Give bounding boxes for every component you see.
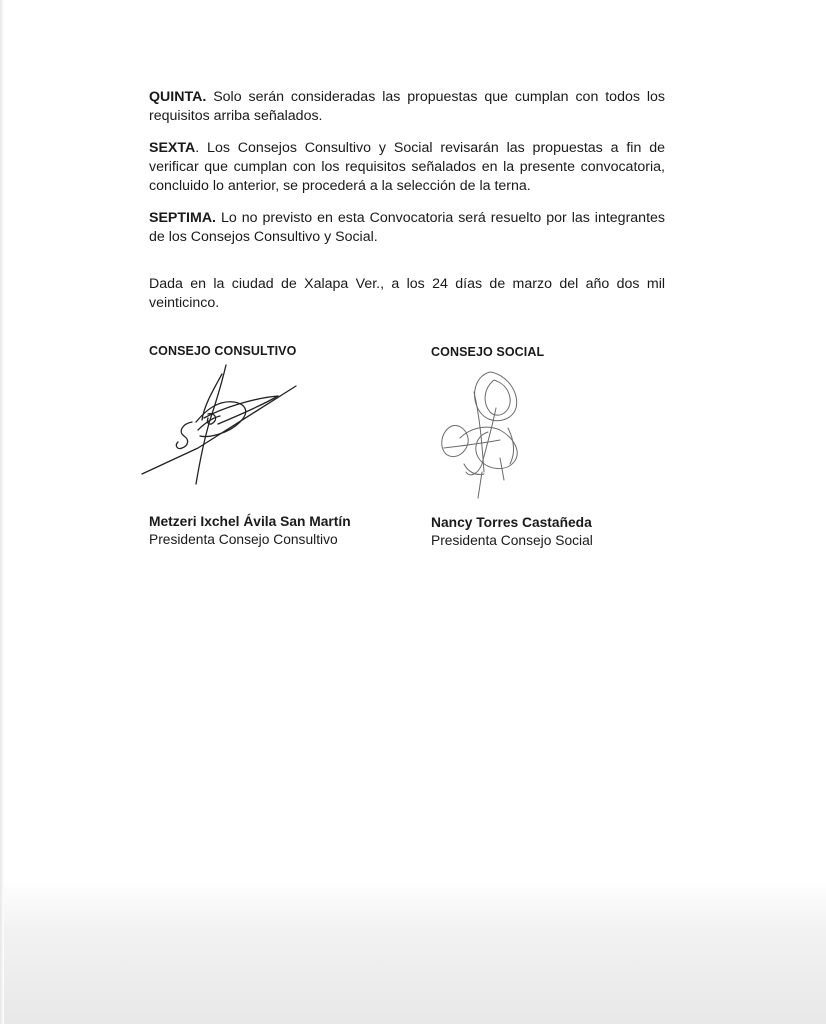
date-place-text: Dada en la ciudad de Xalapa Ver., a los 24 días de marzo del año dos mil veinticinco. [149, 276, 665, 311]
clause-quinta-text: Solo serán consideradas las propuestas que cumplan con todos los requisitos arriba señalados. [149, 89, 665, 124]
clause-quinta [149, 88, 665, 126]
signatory-role-social: Presidenta Consejo Social [431, 533, 593, 548]
clause-sexta-heading: SEXTA [149, 140, 196, 156]
clause-septima-text: Lo no previsto en esta Convocatoria será resuelto por las integrantes de los Consejos Consultivo y Social. [149, 210, 665, 245]
signature-social [430, 368, 540, 500]
council-social-heading: CONSEJO SOCIAL [431, 345, 545, 359]
clause-sexta-text: . Los Consejos Consultivo y Social revisarán las propuestas a fin de verificar que cumplan con los requisitos señalados en la presente convocatoria, concluido lo anterior, se procederá a la selección de la terna. [149, 140, 665, 194]
clause-sexta [149, 139, 665, 196]
council-consultivo-heading: CONSEJO CONSULTIVO [149, 344, 297, 358]
date-place-statement [149, 275, 665, 313]
clause-septima-heading: SEPTIMA. [149, 210, 217, 226]
signature-consultivo [138, 362, 306, 488]
signatory-name-consultivo: Metzeri Ixchel Ávila San Martín [149, 514, 351, 529]
clause-septima [149, 209, 665, 247]
clause-quinta-heading: QUINTA. [149, 89, 207, 105]
page-edge-shadow [0, 0, 4, 1024]
signatory-role-consultivo: Presidenta Consejo Consultivo [149, 532, 338, 547]
signatory-name-social: Nancy Torres Castañeda [431, 515, 592, 530]
